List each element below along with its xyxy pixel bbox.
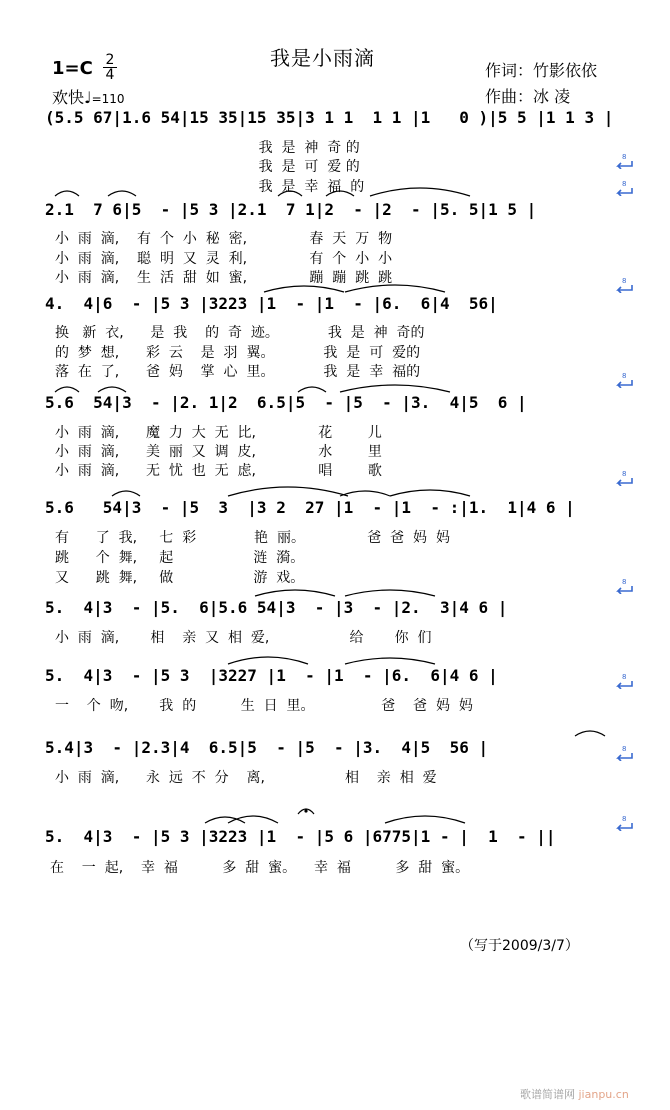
slur-mark xyxy=(228,487,348,496)
quarter-note-icon: ♩ xyxy=(84,88,92,107)
composer-credit: 作曲：冰 凌 xyxy=(485,87,571,106)
fermata-mark xyxy=(298,809,314,814)
svg-text:8: 8 xyxy=(622,745,627,753)
lyric-line-5-verse-3: 又 跳 舞, 做 游 戏。 xyxy=(55,570,305,586)
key-signature xyxy=(52,58,93,79)
lyric-line-3-verse-1: 换 新 衣, 是 我 的 奇 迹。 我 是 神 奇的 xyxy=(55,325,425,341)
return-arrow-icon xyxy=(614,277,634,293)
slur-mark xyxy=(55,387,79,392)
return-arrow-icon xyxy=(614,153,634,169)
music-line-3: 4. 4|6 - |5 3 |3223 |1 - |1 - |6. 6|4 56| xyxy=(45,294,498,313)
lyric-line-7: 一 个 吻, 我 的 生 日 里。 爸 爸 妈 妈 xyxy=(55,698,473,714)
tie-mark xyxy=(370,188,470,196)
svg-text:8: 8 xyxy=(622,153,627,161)
lyric-line-4-verse-2: 小 雨 滴, 美 丽 又 调 皮, 水 里 xyxy=(55,444,382,460)
svg-text:8: 8 xyxy=(622,372,627,380)
time-signature-top: 2 xyxy=(105,52,115,68)
slur-mark xyxy=(255,590,335,596)
music-line-9: 5. 4|3 - |5 3 |3223 |1 - |5 6 |6775|1 - | 1 - || xyxy=(45,827,556,846)
slur-mark xyxy=(112,491,140,496)
watermark xyxy=(520,1086,629,1102)
lyric-line-4-verse-3: 小 雨 滴, 无 忧 也 无 虑, 唱 歌 xyxy=(55,463,382,479)
slur-mark xyxy=(228,657,308,664)
time-signature xyxy=(103,53,117,82)
slur-mark xyxy=(98,387,126,392)
lyric-line-8: 小 雨 滴, 永 远 不 分 离, 相 亲 相 爱 xyxy=(55,770,437,786)
return-arrow-icon xyxy=(614,745,634,761)
music-line-8: 5.4|3 - |2.3|4 6.5|5 - |5 - |3. 4|5 56 | xyxy=(45,738,489,757)
music-line-4: 5.6 54|3 - |2. 1|2 6.5|5 - |5 - |3. 4|5 6 | xyxy=(45,393,527,412)
slur-mark xyxy=(575,731,605,736)
time-signature-bottom: 4 xyxy=(103,67,117,82)
slur-mark xyxy=(385,816,465,823)
lyric-line-1-verse-1: 我 是 神 奇 的 xyxy=(45,140,360,156)
fermata-dot xyxy=(304,809,307,812)
lyric-line-3-verse-3: 落 在 了, 爸 妈 掌 心 里。 我 是 幸 福的 xyxy=(55,364,421,380)
return-arrow-icon xyxy=(614,815,634,831)
lyric-line-1-verse-2: 我 是 可 爱 的 xyxy=(45,159,360,175)
return-arrow-icon xyxy=(614,470,634,486)
lyric-line-2-verse-1: 小 雨 滴, 有 个 小 秘 密, 春 天 万 物 xyxy=(55,231,393,247)
key-label: 1=C xyxy=(52,58,93,79)
tie-mark xyxy=(345,658,435,664)
lyric-line-9: 在 一 起, 幸 福 多 甜 蜜。 幸 福 多 甜 蜜。 xyxy=(50,860,470,876)
lyricist-credit: 作词：竹影依依 xyxy=(485,61,598,80)
slur-mark xyxy=(228,816,278,823)
lyric-line-2-verse-3: 小 雨 滴, 生 活 甜 如 蜜, 蹦 蹦 跳 跳 xyxy=(55,270,393,286)
watermark-text: 歌谱简谱网 xyxy=(520,1088,575,1101)
lyric-line-4-verse-1: 小 雨 滴, 魔 力 大 无 比, 花 儿 xyxy=(55,425,382,441)
tempo-bpm: =110 xyxy=(91,92,125,106)
svg-text:8: 8 xyxy=(622,578,627,586)
song-title: 我是小雨滴 xyxy=(270,46,375,70)
svg-text:8: 8 xyxy=(622,673,627,681)
tie-mark xyxy=(390,490,470,496)
lyric-line-3-verse-2: 的 梦 想, 彩 云 是 羽 翼。 我 是 可 爱的 xyxy=(55,345,421,361)
tie-mark xyxy=(345,590,435,596)
watermark-site: jianpu.cn xyxy=(578,1088,629,1101)
svg-text:8: 8 xyxy=(622,815,627,823)
tempo-marking xyxy=(52,85,125,108)
svg-text:8: 8 xyxy=(622,277,627,285)
lyric-line-6: 小 雨 滴, 相 亲 又 相 爱, 给 你 们 xyxy=(55,630,432,646)
lyric-line-5-verse-1: 有 了 我, 七 彩 艳 丽。 爸 爸 妈 妈 xyxy=(55,530,450,546)
return-arrow-icon xyxy=(614,180,634,196)
slur-mark xyxy=(298,387,326,392)
tempo-text: 欢快 xyxy=(52,88,85,107)
music-line-2: 2.1 7 6|5 - |5 3 |2.1 7 1|2 - |2 - |5. 5|1 5 | xyxy=(45,200,537,219)
return-arrow-icon xyxy=(614,372,634,388)
tie-mark xyxy=(340,385,450,392)
return-arrow-icon xyxy=(614,673,634,689)
slur-mark xyxy=(205,817,245,823)
return-arrow-icon xyxy=(614,578,634,594)
slur-mark xyxy=(340,491,390,496)
svg-text:8: 8 xyxy=(622,470,627,478)
written-date-note: （写于2009/3/7） xyxy=(460,938,579,954)
svg-text:8: 8 xyxy=(622,180,627,188)
lyric-line-1-verse-3: 我 是 幸 福 的 xyxy=(45,179,365,195)
lyric-line-2-verse-2: 小 雨 滴, 聪 明 又 灵 利, 有 个 小 小 xyxy=(55,251,393,267)
music-line-1: (5.5 67|1.6 54|15 35|15 35|3 1 1 1 1 |1 0 )|5 5 |1 1 3 | xyxy=(45,108,614,127)
music-line-5: 5.6 54|3 - |5 3 |3 2 27 |1 - |1 - :|1. 1|4 6 | xyxy=(45,498,575,517)
music-line-7: 5. 4|3 - |5 3 |3227 |1 - |1 - |6. 6|4 6 | xyxy=(45,666,498,685)
lyric-line-5-verse-2: 跳 个 舞, 起 涟 漪。 xyxy=(55,550,305,566)
music-line-6: 5. 4|3 - |5. 6|5.6 54|3 - |3 - |2. 3|4 6 | xyxy=(45,598,508,617)
